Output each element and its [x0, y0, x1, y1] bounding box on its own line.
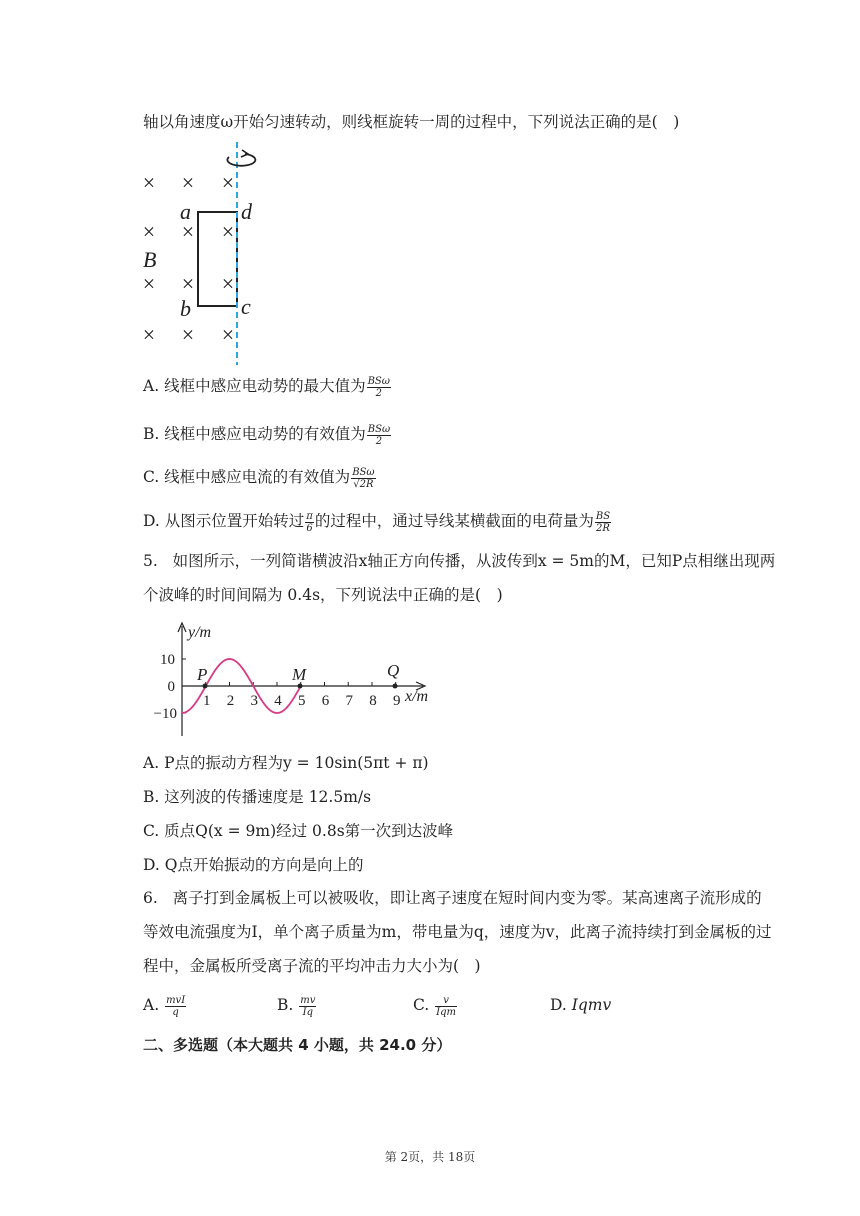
b-field-cross: × [181, 219, 195, 244]
y-axis-label: y/m [188, 624, 212, 641]
label-B: B [143, 247, 157, 272]
b-field-cross: × [181, 170, 195, 195]
x-tick-label: 6 [321, 693, 330, 709]
q4-option-a: A. 线框中感应电动势的最大值为 $\frac{\text{BSω}}{2}$ [143, 375, 390, 399]
b-field-cross: × [221, 271, 235, 296]
q6-option-a: A. $\frac{\text{mvI}}{q}$ [143, 994, 186, 1018]
x-tick-label: 9 [393, 693, 401, 709]
q5-option-b: B. 这列波的传播速度是 12.5m/s [143, 788, 372, 806]
q6-stem-line2: 等效电流强度为I，单个离子质量为m，带电量为q，速度为v，此离子流持续打到金属板的过 [143, 923, 772, 941]
x-axis-label: x/m [405, 688, 429, 705]
point-M [298, 684, 303, 689]
q5-option-a: A. P点的振动方程为y = 10sin(5πt + π) [143, 754, 429, 772]
b-field-cross: × [142, 219, 156, 244]
b-field-cross: × [181, 322, 195, 347]
q6-stem-line3: 程中，金属板所受离子流的平均冲击力大小为( ) [143, 957, 481, 975]
x-tick-label: 8 [369, 693, 377, 709]
section-heading: 二、多选题（本大题共 4 小题，共 24.0 分） [143, 1036, 452, 1054]
x-tick-label: 3 [250, 693, 258, 709]
x-tick-label: 2 [226, 693, 235, 709]
b-field-cross: × [181, 271, 195, 296]
x-tick-label: 7 [345, 693, 353, 709]
b-field-cross: × [221, 170, 235, 195]
q6-option-b: B. $\frac{mv}{Iq}$ [277, 994, 316, 1018]
b-field-cross: × [142, 271, 156, 296]
y-tick: 10 [160, 652, 175, 668]
b-field-cross: × [142, 170, 156, 195]
page-footer: 第 2页，共 18页 [384, 1150, 476, 1164]
q4-stem-tail: 轴以角速度ω开始匀速转动，则线框旋转一周的过程中，下列说法正确的是( ) [143, 113, 680, 131]
point-Q [393, 684, 398, 689]
b-field-cross: × [221, 219, 235, 244]
label-b: b [180, 296, 191, 321]
q6-option-d: D. Iqmv [550, 996, 612, 1014]
b-field-cross: × [142, 322, 156, 347]
b-field-cross: × [221, 322, 235, 347]
label-M: M [292, 665, 307, 684]
label-Q: Q [387, 661, 400, 680]
q5-stem-line1: 5. 如图所示，一列简谐横波沿x轴正方向传播，从波传到x = 5m的M，已知P点相继出现两 [143, 552, 776, 570]
label-c: c [241, 294, 251, 319]
label-a: a [180, 199, 191, 224]
rotation-arrow-icon [227, 154, 255, 166]
q4-option-b: B. 线框中感应电动势的有效值为 $\frac{\text{BSω}}{2}$ [143, 423, 391, 447]
q5-stem-line2: 个波峰的时间间隔为 0.4s，下列说法中正确的是( ) [143, 586, 503, 604]
y-tick: −10 [153, 706, 177, 722]
x-tick-label: 4 [274, 693, 282, 709]
q5-option-c: C. 质点Q(x = 9m)经过 0.8s第一次到达波峰 [143, 822, 454, 840]
point-P [203, 684, 208, 689]
y-tick: 0 [167, 679, 175, 695]
q6-option-c: C. $\frac{v}{\text{Iqm}}$ [413, 994, 457, 1018]
q6-stem-line1: 6. 离子打到金属板上可以被吸收，即让离子速度在短时间内变为零。某高速离子流形成的 [143, 889, 762, 907]
q5-wave-figure [140, 618, 450, 743]
q4-coil-figure [135, 140, 265, 370]
q4-option-c: C. 线框中感应电流的有效值为 $\frac{\text{BSω}}{√2R}$ [143, 466, 375, 490]
x-tick-label: 5 [298, 693, 306, 709]
label-P: P [197, 665, 208, 684]
q4-option-d: D. 从图示位置开始转过 $\frac{\pi}{6}$ 的过程中，通过导线某横截面的电荷量为 $\frac{BS}{2R}$ [143, 510, 611, 534]
label-d: d [241, 199, 252, 224]
x-tick-label: 1 [203, 693, 211, 709]
q5-option-d: D. Q点开始振动的方向是向上的 [143, 856, 364, 874]
